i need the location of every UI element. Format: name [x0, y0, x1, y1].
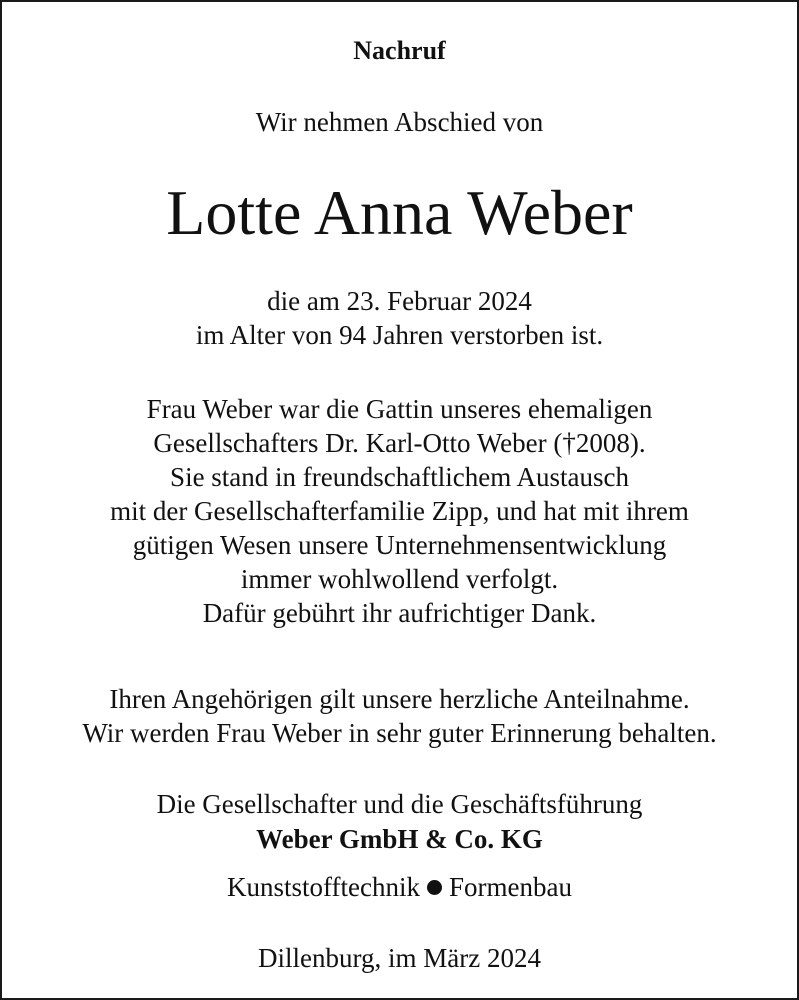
- business-areas: [2, 870, 797, 904]
- sympathy-paragraph: [2, 682, 797, 750]
- intro-text: Wir nehmen Abschied von: [255, 107, 544, 137]
- tribute-line: Frau Weber war die Gattin unseres ehemaligen: [146, 394, 653, 424]
- tribute-line: mit der Gesellschafterfamilie Zipp, und hat mit ihrem: [110, 496, 689, 526]
- tribute-paragraph: [2, 392, 797, 630]
- tribute-line: immer wohlwollend verfolgt.: [240, 564, 559, 594]
- sympathy-line: Wir werden Frau Weber in sehr guter Erinnerung behalten.: [82, 718, 717, 748]
- death-info: [2, 284, 797, 352]
- tribute-line: Gesellschafters Dr. Karl-Otto Weber (†2008).: [153, 428, 646, 458]
- company-name: Weber GmbH & Co. KG: [256, 824, 543, 854]
- signers-text: Die Gesellschafter und die Geschäftsführung: [156, 789, 643, 819]
- deceased-name: Lotte Anna Weber: [166, 177, 633, 248]
- business-area-left: Kunststofftechnik: [227, 872, 420, 902]
- death-date-line: die am 23. Februar 2024: [267, 286, 532, 316]
- sympathy-line: Ihren Angehörigen gilt unsere herzliche Anteilnahme.: [109, 684, 690, 714]
- business-area-right: Formenbau: [449, 872, 572, 902]
- place-date: Dillenburg, im März 2024: [258, 943, 541, 973]
- notice-heading: Nachruf: [353, 36, 446, 65]
- tribute-line: gütigen Wesen unsere Unternehmensentwicklung: [132, 530, 667, 560]
- death-age-line: im Alter von 94 Jahren verstorben ist.: [195, 320, 604, 350]
- tribute-line: Dafür gebührt ihr aufrichtiger Dank.: [202, 598, 597, 628]
- bullet-icon: [427, 880, 442, 895]
- tribute-line: Sie stand in freundschaftlichem Austausch: [170, 462, 629, 492]
